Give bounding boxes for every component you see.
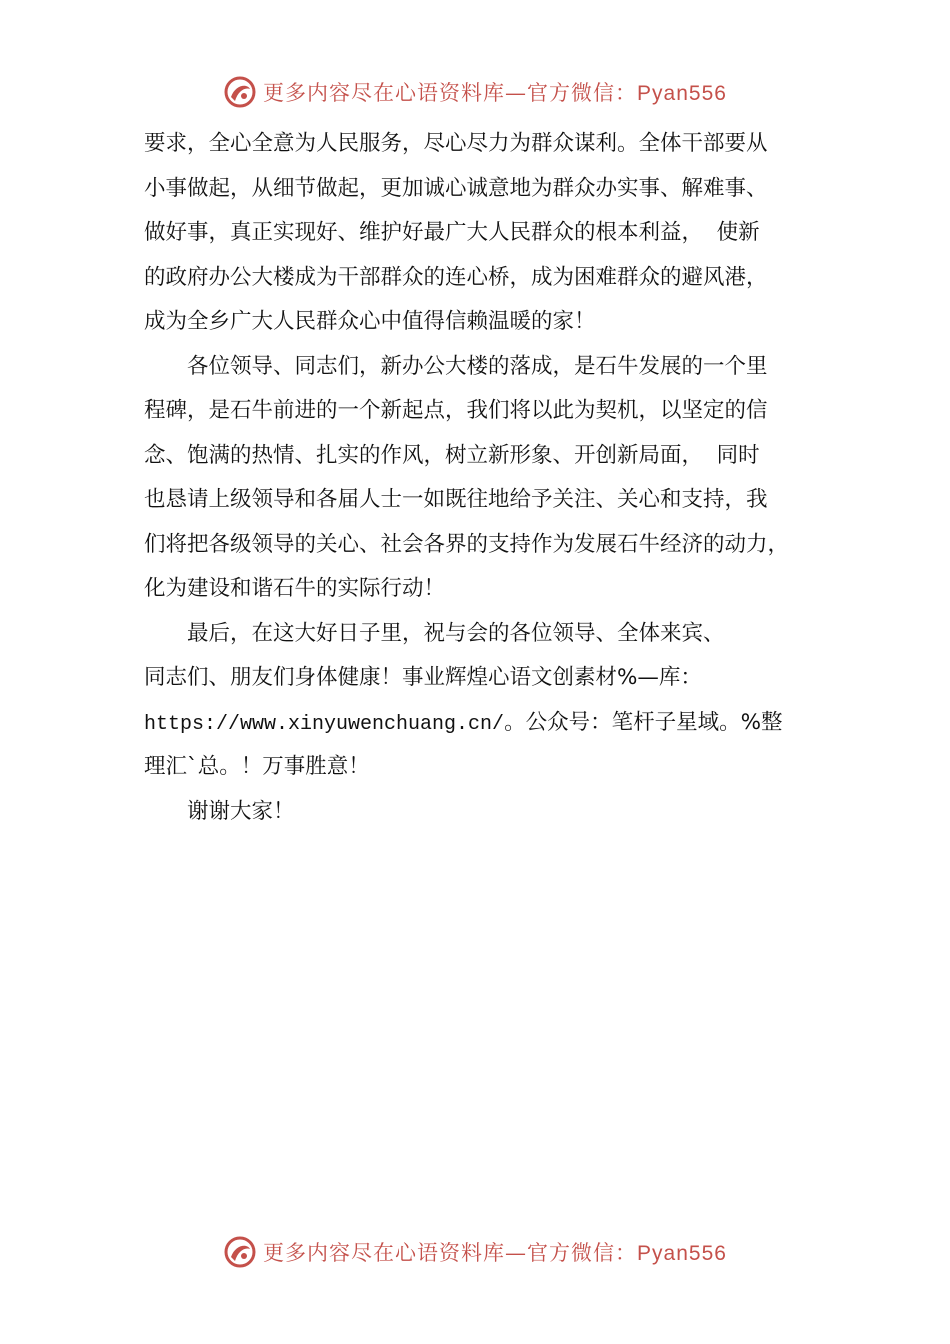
banner-text: 更多内容尽在心语资料库—官方微信：Pyan556 [263, 1241, 727, 1265]
website-url: https://www.xinyuwenchuang.cn/ [144, 712, 505, 736]
text-line: 程碑，是石牛前进的一个新起点，我们将以此为契机，以坚定的信 [144, 398, 768, 423]
banner-text: 更多内容尽在心语资料库—官方微信：Pyan556 [263, 81, 727, 105]
text-line: 谢谢大家！ [144, 798, 295, 824]
text-line: 各位领导、同志们，新办公大楼的落成，是石牛发展的一个里 [144, 353, 768, 379]
text-line: 同志们、朋友们身体健康！事业辉煌心语文创素材%—库： [144, 665, 702, 690]
text-line: 要求，全心全意为人民服务，尽心尽力为群众谋利。全体干部要从 [144, 131, 768, 156]
url-line-rest: 。公众号：笔杆子星域。%整 [504, 709, 783, 735]
red-swirl-logo-icon [223, 75, 257, 109]
footer-banner [0, 1232, 950, 1272]
text-line: 最后，在这大好日子里，祝与会的各位领导、全体来宾、 [144, 620, 725, 646]
text-line: 念、饱满的热情、扎实的作风，树立新形象、开创新局面， 同时 [144, 442, 760, 468]
text-line: 做好事，真正实现好、维护好最广大人民群众的根本利益， 使新 [144, 220, 760, 245]
text-line: 成为全乡广大人民群众心中值得信赖温暖的家！ [144, 309, 596, 334]
url-line [144, 701, 834, 746]
header-banner [0, 72, 950, 112]
text-line: 化为建设和谐石牛的实际行动！ [144, 576, 446, 601]
text-line: 理汇`总。！万事胜意！ [144, 754, 370, 779]
red-swirl-logo-icon [223, 1235, 257, 1269]
text-line: 们将把各级领导的关心、社会各界的支持作为发展石牛经济的动力， [144, 531, 790, 557]
document-body [144, 122, 834, 834]
text-line: 也恳请上级领导和各届人士一如既往地给予关注、关心和支持，我 [144, 487, 768, 512]
text-line: 小事做起，从细节做起，更加诚心诚意地为群众办实事、解难事、 [144, 175, 768, 201]
text-line: 的政府办公大楼成为干部群众的连心桥，成为困难群众的避风港， [144, 264, 768, 290]
